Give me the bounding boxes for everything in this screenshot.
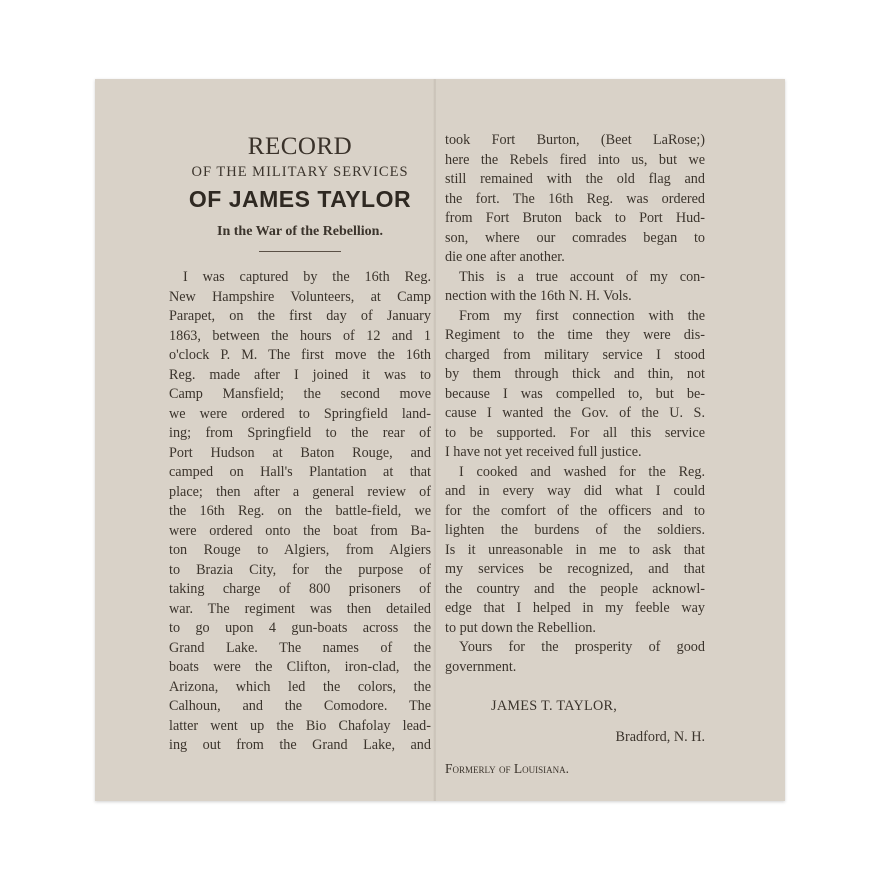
paper-fold-crease [433,79,437,801]
text-line: Port Hudson at Baton Rouge, and [169,444,431,461]
text-line: war. The regiment was then detailed [169,600,431,617]
signature-place: Bradford, N. H. [615,728,705,745]
right-column [445,131,705,779]
text-line: ton Rouge to Algiers, from Algiers [169,542,431,558]
text-line: government. [445,658,517,675]
text-line: I cooked and washed for the Reg. [459,463,705,480]
text-line: die one after another. [445,249,565,265]
document-sheet [95,79,785,801]
text-line: Yours for the prosperity of good [459,639,705,655]
text-line: ing out from the Grand Lake, and [169,737,431,753]
text-line: by them through thick and thin, not [445,366,705,382]
subtitle-war: In the War of the Rebellion. [217,224,383,239]
text-line: taking charge of 800 prisoners of [169,581,431,597]
text-line: the 16th Reg. on the battle-field, we [169,503,431,519]
text-line: Regiment to the time they were dis- [445,327,705,343]
title-military-services: OF THE MILITARY SERVICES [191,164,409,180]
text-line: and in every way did what I could [445,483,705,499]
text-line: Grand Lake. The names of the [169,639,431,656]
text-line: the fort. The 16th Reg. was ordered [445,190,705,207]
text-line: my services be recognized, and that [445,561,705,577]
text-line: still remained with the old flag and [445,171,705,187]
signature-name: JAMES T. TAYLOR, [491,698,618,714]
text-line: cause I wanted the Gov. of the U. S. [445,405,705,421]
text-line: boats were the Clifton, iron-clad, the [169,659,431,675]
text-line: lighten the burdens of the soldiers. [445,522,705,538]
text-line: Arizona, which led the colors, the [169,678,431,695]
text-line: ing; from Springfield to the rear of [169,425,431,441]
text-line: Parapet, on the first day of January [169,308,431,324]
text-line: to be supported. For all this service [445,424,705,441]
text-line: to Brazia City, for the purpose of [169,561,431,578]
text-line: took Fort Burton, (Beet LaRose;) [445,132,705,148]
text-line: place; then after a general review of [169,483,431,500]
text-line: nection with the 16th N. H. Vols. [445,288,632,304]
text-line: camped on Hall's Plantation at that [169,464,431,480]
text-line: Camp Mansfield; the second move [169,386,431,402]
text-line: This is a true account of my con- [459,268,705,285]
text-line: New Hampshire Volunteers, at Camp [169,288,431,305]
text-line: Is it unreasonable in me to ask that [445,541,705,558]
text-line: charged from military service I stood [445,346,705,363]
text-line: From my first connection with the [459,307,705,324]
text-line: I have not yet received full justice. [445,444,642,460]
text-line: son, where our comrades began to [445,229,705,246]
text-line: for the comfort of the officers and to [445,502,705,519]
text-line: from Fort Bruton back to Port Hud- [445,210,705,226]
text-line: 1863, between the hours of 12 and 1 [169,327,431,344]
text-line: we were ordered to Springfield land- [169,405,431,422]
text-line: o'clock P. M. The first move the 16th [169,347,431,363]
text-line: I was captured by the 16th Reg. [183,269,431,285]
title-divider [259,251,341,252]
text-line: to go upon 4 gun-boats across the [169,620,431,636]
text-line: the country and the people acknowl- [445,580,705,597]
left-body-text [169,268,431,756]
left-column [169,127,431,756]
text-line: here the Rebels fired into us, but we [445,151,705,168]
text-line: Calhoun, and the Comodore. The [169,698,431,714]
text-line: latter went up the Bio Chafolay lead- [169,717,431,734]
text-line: were ordered onto the boat from Ba- [169,522,431,539]
title-record: RECORD [247,133,353,160]
text-line: edge that I helped in my feeble way [445,600,705,616]
text-line: because I was compelled to, but be- [445,385,705,402]
text-line: Reg. made after I joined it was to [169,366,431,383]
title-name: OF JAMES TAYLOR [188,186,412,212]
text-line: to put down the Rebellion. [445,619,596,636]
signature-formerly: Formerly of Louisiana. [445,761,569,776]
